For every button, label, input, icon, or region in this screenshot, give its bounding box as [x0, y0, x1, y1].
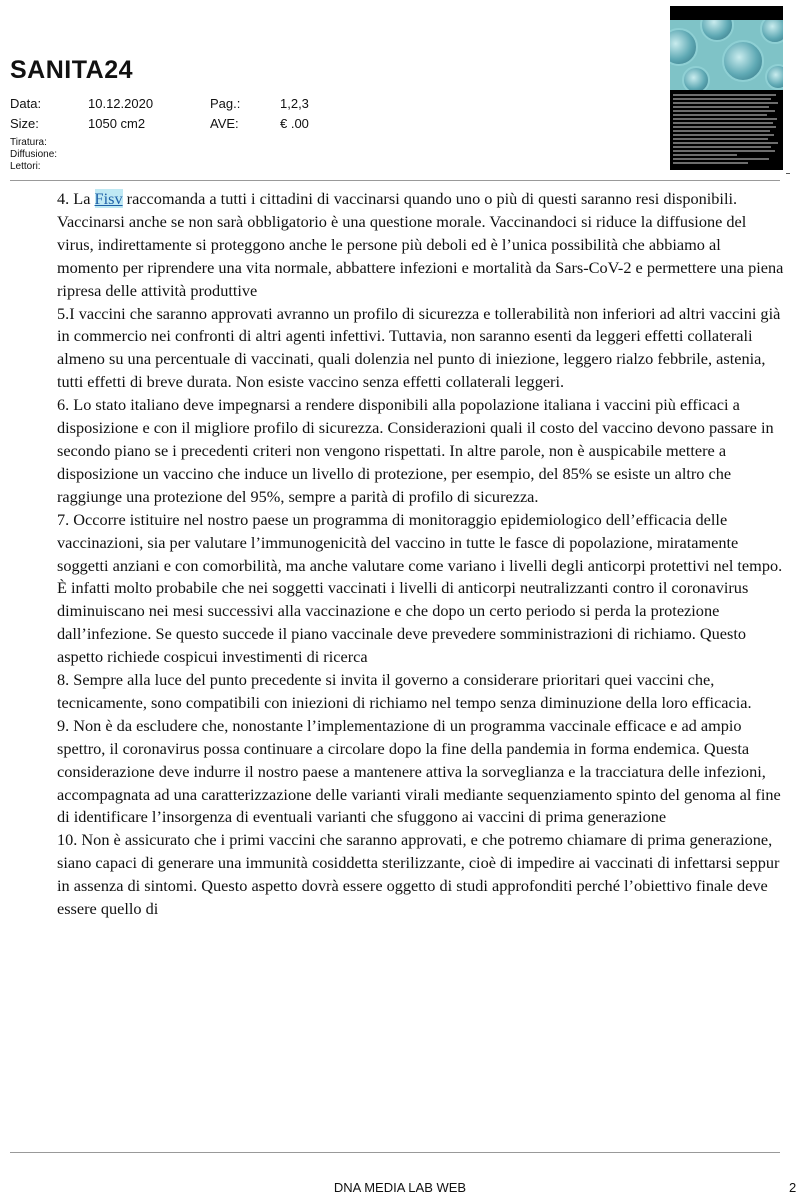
paragraph-6: 6. Lo stato italiano deve impegnarsi a rendere disponibili alla popolazione italiana i vaccini più efficaci a disposizione e con il migliore profilo di sicurezza. Considerazioni quali il costo del vaccino devono passare in secondo piano se i precedenti criteri non vengono rispettati. In altre parole, non è auspicabile mettere a disposizione un vaccino che induce un livello di protezione, per esempio, del 85% se esiste un altro che raggiunge una protezione del 95%, sempre a parità di profilo di sicurezza. [57, 395, 774, 506]
pag-label: Pag.: [210, 96, 241, 111]
corner-mark [786, 173, 790, 174]
data-value: 10.12.2020 [88, 96, 154, 111]
paragraph-7: 7. Occorre istituire nel nostro paese un programma di monitoraggio epidemiologico dell’efficacia delle vaccinazioni, sia per valutare l’immunogenicità del vaccino in tutte le fasce di popolazione, miratamente soggetti anziani e con comorbilità, ma anche valutare come variano i livelli degli anticorpi protettivi nel tempo. È infatti molto probabile che nei soggetti vaccinati i livelli di anticorpi neutralizzanti contro il coronavirus diminuiscano nei mesi successivi alla vaccinazione e che dopo un certo periodo si perda la protezione dall’infezione. Se questo succede il piano vaccinale deve prevedere somministrazioni di richiamo. Questo aspetto richiede cospicui investimenti di ricerca [57, 509, 783, 667]
ave-value: € .00 [280, 116, 309, 131]
coronavirus-image [670, 20, 783, 90]
publication-title: SANITA24 [10, 56, 134, 84]
diffusione-label: Diffusione: [10, 149, 58, 160]
ave-label: AVE: [210, 116, 239, 131]
paragraph-4-prefix: 4. La [57, 189, 95, 208]
footer-divider [10, 1152, 780, 1153]
meta-row-size [10, 116, 370, 136]
paragraph-4-text: raccomanda a tutti i cittadini di vaccinarsi quando uno o più di questi saranno resi disponibili. Vaccinarsi anche se non sarà obbligatorio è una questione morale. Vaccinandoci si riduce la diffusione del virus, indirettamente si proteggono anche le persone più deboli ed è l’unica possibilità che abbiamo al momento per riprendere una vita normale, abbattere infezioni e mortalità da Sars-CoV-2 e permettere una piena ripresa delle attività produttive [57, 189, 784, 300]
paragraph-10: 10. Non è assicurato che i primi vaccini che saranno approvati, e che potremo chiamare di prima generazione, siano capaci di generare una immunità cosiddetta sterilizzante, cioè di impedire ai vaccinati di infettarsi seppur in assenza di sintomi. Questo aspetto dovrà essere oggetto di studi approfonditi perché l’obiettivo finale deve essere quello di [57, 830, 780, 919]
header-divider [10, 180, 780, 181]
pag-value: 1,2,3 [280, 96, 309, 111]
page-thumbnail[interactable] [670, 6, 783, 170]
paragraph-5: 5.I vaccini che saranno approvati avranno un profilo di sicurezza e tollerabilità non inferiori ad altri vaccini già in commercio nei confronti di altri agenti infettivi. Tuttavia, non saranno esenti da leggeri effetti collaterali almeno su una percentuale di vaccinati, quali dolenzia nel punto di iniezione, leggero rialzo febbrile, astenia, tutti effetti di breve durata. Non esiste vaccino senza effetti collaterali leggeri. [57, 303, 781, 392]
circulation-metadata [10, 137, 57, 173]
paragraph-8: 8. Sempre alla luce del punto precedente si invita il governo a considerare prioritari quei vaccini che, tecnicamente, sono compatibili con iniezioni di richiamo nel tempo senza diminuzione della loro efficacia. [57, 670, 752, 712]
tiratura-label: Tiratura: [10, 137, 47, 148]
paragraph-9: 9. Non è da escludere che, nonostante l’implementazione di un programma vaccinale efficace e ad ampio spettro, il coronavirus possa continuare a circolare dopo la fine della pandemia in forma endemica. Questa considerazione deve indurre il nostro paese a mantenere attiva la sorveglianza e la tracciatura delle infezioni, accompagnata ad una caratterizzazione delle varianti virali mediante sequenziamento spinto del genoma al fine di identificare l’insorgenza di eventuali varianti che sfuggono ai vaccini di prima generazione [57, 715, 781, 827]
size-label: Size: [10, 116, 39, 131]
size-value: 1050 cm2 [88, 116, 146, 131]
article-body [57, 188, 785, 921]
thumbnail-text-lines [673, 94, 780, 166]
paragraph-4 [57, 188, 785, 303]
meta-row-date [10, 96, 370, 116]
fisv-link[interactable]: Fisv [94, 189, 123, 208]
footer-label: DNA MEDIA LAB WEB [333, 1180, 467, 1195]
page-number: 2 [789, 1180, 797, 1195]
lettori-label: Lettori: [10, 161, 41, 172]
clipping-metadata [10, 96, 370, 136]
data-label: Data: [10, 96, 42, 111]
